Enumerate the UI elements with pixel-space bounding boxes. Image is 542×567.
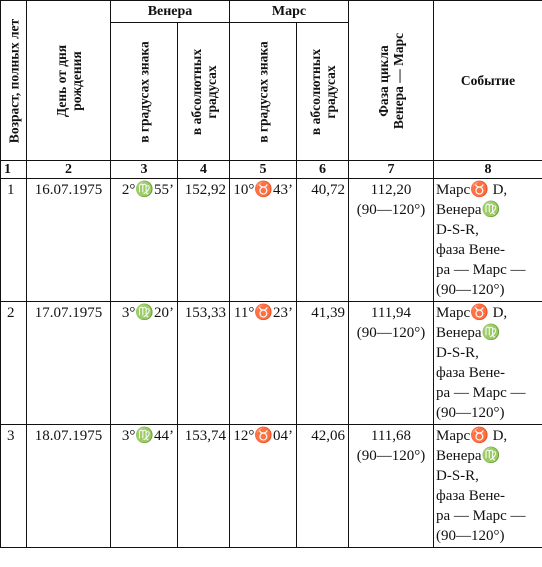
age-cell: 1 [1, 179, 27, 302]
mars-sign-cell: 11°♉23’ [230, 302, 297, 425]
age-cell: 3 [1, 425, 27, 548]
column-number: 2 [27, 161, 111, 179]
table-row [1, 302, 542, 425]
header-venus-abs: в абсолютных градусах [178, 23, 230, 161]
date-cell: 16.07.1975 [27, 179, 111, 302]
venus-abs-cell: 152,92 [178, 179, 230, 302]
event-cell [434, 425, 542, 548]
event-line: ра — Марс — [436, 385, 526, 401]
event-line: фаза Вене- [436, 488, 506, 504]
mars-abs-cell: 41,39 [297, 302, 349, 425]
event-line: Венера♍ [436, 202, 501, 218]
phase-range: (90—120°) [356, 202, 426, 218]
header-venus: Венера [111, 1, 230, 23]
header-phase: Фаза цикла Венера — Марс [349, 1, 434, 161]
event-line: ра — Марс — [436, 262, 526, 278]
column-number-row [1, 161, 542, 179]
mars-sign-cell: 10°♉43’ [230, 179, 297, 302]
event-cell [434, 302, 542, 425]
event-line: Марс♉ D, [436, 428, 508, 444]
header-mars-sign: в градусах знака [230, 23, 297, 161]
event-line: D-S-R, [436, 222, 479, 238]
column-number: 8 [434, 161, 542, 179]
phase-value: 111,68 [370, 428, 412, 444]
event-line: (90—120°) [436, 528, 505, 544]
header-day: День от дня рождения [27, 1, 111, 161]
event-line: (90—120°) [436, 282, 505, 298]
event-line: Венера♍ [436, 448, 501, 464]
event-line: D-S-R, [436, 345, 479, 361]
mars-abs-cell: 42,06 [297, 425, 349, 548]
header-age: Возраст, полных лет [1, 1, 27, 161]
event-line: Марс♉ D, [436, 305, 508, 321]
header-event: Событие [434, 1, 542, 161]
column-number: 3 [111, 161, 178, 179]
mars-abs-cell: 40,72 [297, 179, 349, 302]
column-number: 5 [230, 161, 297, 179]
venus-sign-cell: 3°♍44’ [111, 425, 178, 548]
event-line: Венера♍ [436, 325, 501, 341]
event-cell [434, 179, 542, 302]
phase-cell [349, 425, 434, 548]
date-cell: 17.07.1975 [27, 302, 111, 425]
event-line: ра — Марс — [436, 508, 526, 524]
phase-range: (90—120°) [356, 325, 426, 341]
phase-cell [349, 302, 434, 425]
header-mars-abs: в абсолютных градусах [297, 23, 349, 161]
phase-value: 111,94 [370, 305, 412, 321]
venus-sign-cell: 3°♍20’ [111, 302, 178, 425]
event-line: (90—120°) [436, 405, 505, 421]
phase-range: (90—120°) [356, 448, 426, 464]
mars-sign-cell: 12°♉04’ [230, 425, 297, 548]
table-row [1, 179, 542, 302]
column-number: 4 [178, 161, 230, 179]
column-number: 1 [1, 161, 27, 179]
venus-abs-cell: 153,33 [178, 302, 230, 425]
event-line: Марс♉ D, [436, 182, 508, 198]
venus-sign-cell: 2°♍55’ [111, 179, 178, 302]
table-row [1, 425, 542, 548]
event-line: D-S-R, [436, 468, 479, 484]
date-cell: 18.07.1975 [27, 425, 111, 548]
event-line: фаза Вене- [436, 365, 506, 381]
column-number: 7 [349, 161, 434, 179]
phase-value: 112,20 [370, 182, 412, 198]
phase-cell [349, 179, 434, 302]
header-mars: Марс [230, 1, 349, 23]
column-number: 6 [297, 161, 349, 179]
age-cell: 2 [1, 302, 27, 425]
venus-abs-cell: 153,74 [178, 425, 230, 548]
header-venus-sign: в градусах знака [111, 23, 178, 161]
event-line: фаза Вене- [436, 242, 506, 258]
